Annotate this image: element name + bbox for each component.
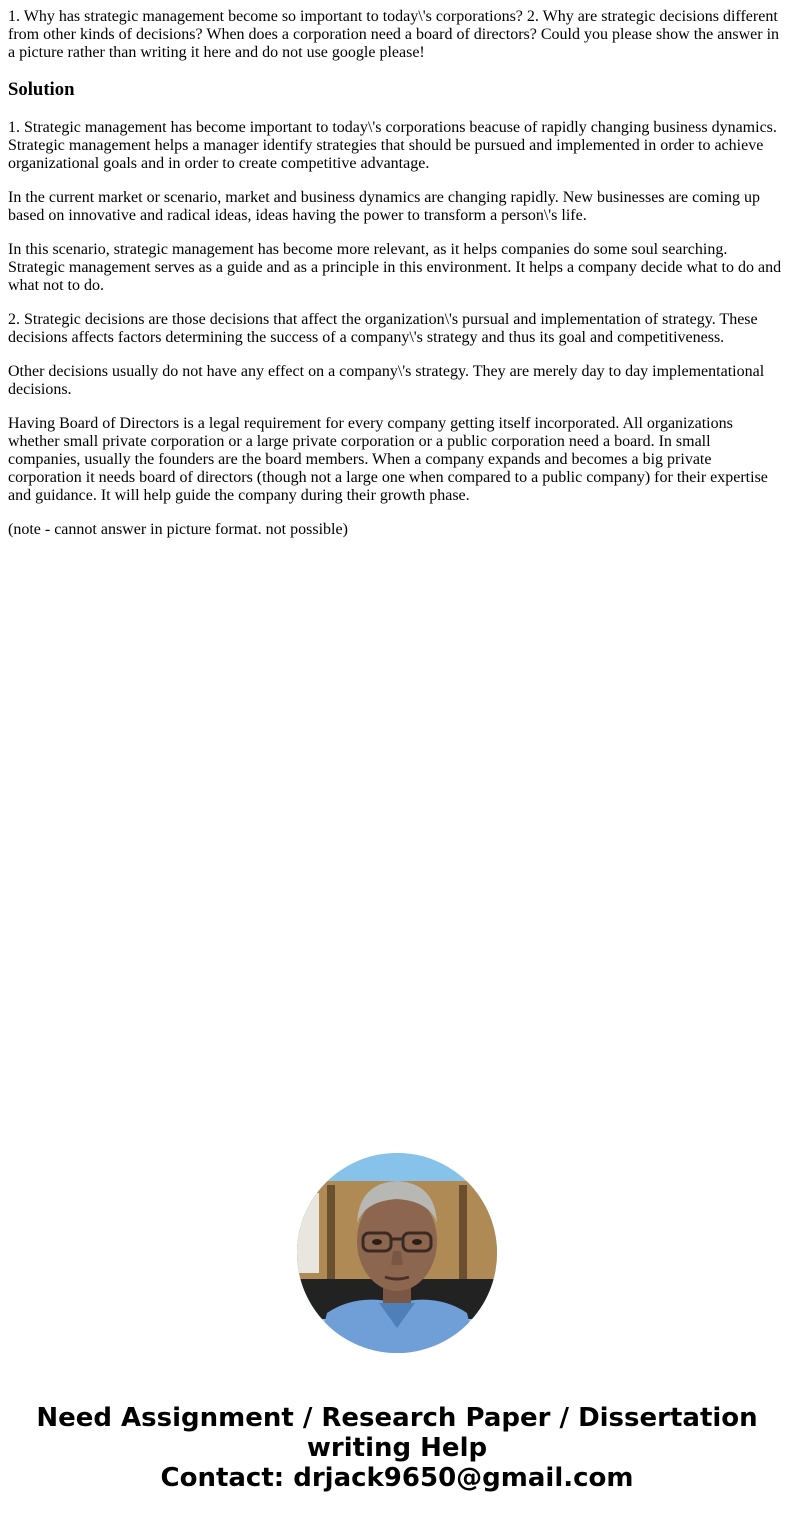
solution-paragraph-3: In this scenario, strategic management has become more relevant, as it helps companies do some soul searching. Strategic management serves as a guide and as a principle in this environment. It helps a company decide what to do and what not to do. bbox=[8, 241, 782, 294]
solution-paragraph-6: Having Board of Directors is a legal requirement for every company getting itself incorporated. All organizations whether small private corporation or a large private corporation or a public corporation need a board. In small companies, usually the founders are the board members. When a company expands and becomes a big private corporation it needs board of directors (though not a large one when compared to a public company) for their expertise and guidance. It will help guide the company during their growth phase. bbox=[8, 415, 768, 504]
solution-note: (note - cannot answer in picture format. not possible) bbox=[8, 521, 348, 538]
solution-heading: Solution bbox=[8, 79, 75, 100]
contact-line: Contact: drjack9650@gmail.com bbox=[160, 1463, 634, 1493]
solution-paragraph-5: Other decisions usually do not have any effect on a company\'s strategy. They are merely day to day implementational decisions. bbox=[8, 363, 765, 398]
avatar bbox=[297, 1153, 497, 1353]
promo-footer bbox=[0, 1403, 794, 1493]
person-photo-icon bbox=[297, 1153, 497, 1353]
solution-paragraph-2: In the current market or scenario, market and business dynamics are changing rapidly. New businesses are coming up based on innovative and radical ideas, ideas having the power to transform a person\'s life. bbox=[8, 189, 761, 224]
solution-paragraph-1: 1. Strategic management has become important to today\'s corporations beacuse of rapidly changing business dynamics. Strategic management helps a manager identify strategies that should be pursued and implemented in order to achieve organizational goals and in order to create competitive advantage. bbox=[8, 119, 777, 172]
solution-paragraph-4: 2. Strategic decisions are those decisions that affect the organization\'s pursual and implementation of strategy. These decisions affects factors determining the success of a company\'s strategy and thus its goal and competitiveness. bbox=[8, 311, 758, 346]
question-text: 1. Why has strategic management become so important to today\'s corporations? 2. Why are strategic decisions different from other kinds of decisions? When does a corporation need a board of directors? Could you please show the answer in a picture rather than writing it here and do not use google please! bbox=[8, 8, 780, 61]
document-body bbox=[0, 0, 794, 539]
promo-line-2: writing Help bbox=[306, 1433, 488, 1463]
promo-line-1: Need Assignment / Research Paper / Dissertation bbox=[36, 1403, 758, 1433]
